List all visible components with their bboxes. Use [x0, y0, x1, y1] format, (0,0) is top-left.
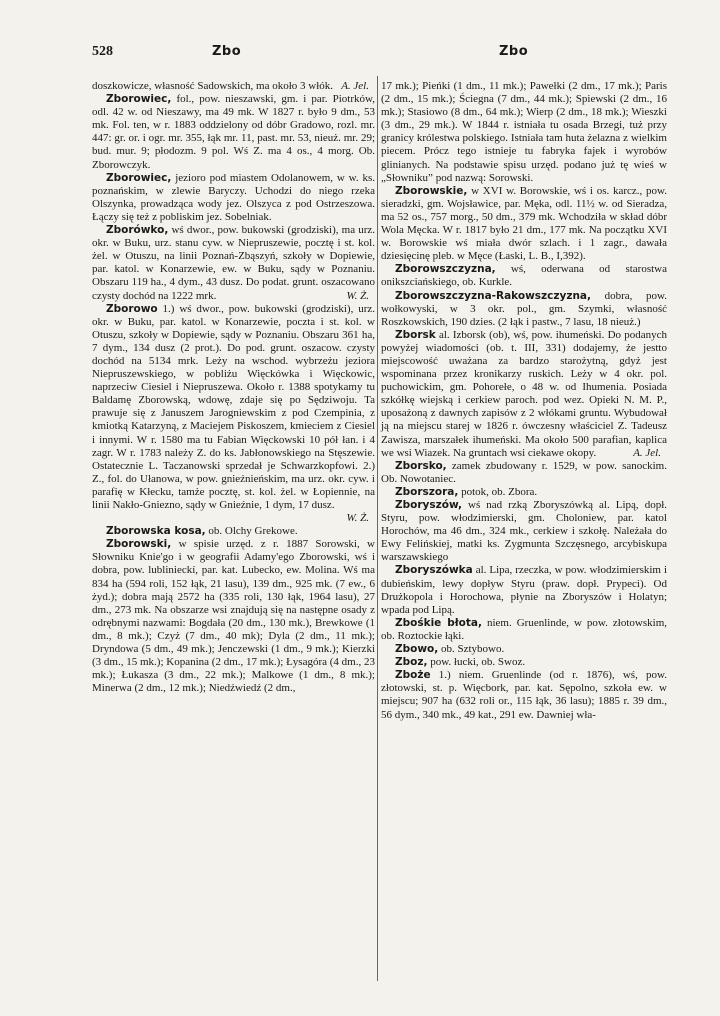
entry-text: potok, ob. Zbora.	[458, 485, 538, 498]
entry-headword: Zboże	[395, 669, 431, 682]
entry-headword: Zborsk	[395, 328, 436, 341]
entry-text: 1.) wś dwor., pow. bukowski (grodziski), urz. okr. w Buku, par. katol. w Konarzewie, poczta i st. kol. w Otuszu, szkoły w Dopiewie, sądy w Poznaniu. Obszaru 361 ha, 7 dym., 134 dusz (2 prot.). Do pod. grunt. oszacow. czysty dochód na 5134 mrk. Leży na wschod. wybrzeżu jeziora Niepruszewskiego, w pobliżu Więckówka i Więckowic, naprzeciw Ciesiel i Niepruszewa. Około r. 1388 spotykamy tu Baldamę Zborowską, wdowę, zdaje się po Sędziwoju. Ta prawuje się z Januszem Jarogniewskim z pod Czempinia, z kmiotką Katarzyną, z Maciejem Piskoszem, kmieciem z Ciesiel i innymi. W r. 1580 ma tu Fabian Więckowski 10 pół łan. i 4 zagr. W r. 1783 należy Z. do ks. Jabłonowskiego na Stęszewie. Ostatecznie L. Taczanowski sprzedał je Schwarzkopfowi. 2.) Z., fol. do Ułanowa, w pow. gnieźnieńskim, ma urz. okr. cyw. i parafię w Kłecku, tamże pocztę, st. kol. żel. w Łopiennie, na linii Nakło-Gniezno, sądy w Gnieźnie, 1 dym, 17 dusz.	[92, 302, 375, 511]
entry-headword: Zboryszówka	[395, 564, 473, 577]
dictionary-entry	[381, 329, 667, 460]
entry-text: jezioro pod miastem Odolanowem, w w. ks. poznańskim, w zlewie Baryczy. Uchodzi do niego rzeka Olszynka, prowadząca wody jez. Olszyca z pod Ostrzeszowa. Łączy się też z pobliskim jez. Sobelniak.	[92, 171, 375, 223]
right-column	[381, 80, 667, 722]
column-divider	[377, 76, 378, 981]
entry-headword: Zborowszczyzna,	[395, 263, 496, 276]
entry-headword: Zbowo,	[395, 643, 439, 656]
entry-signature: W. Ż.	[346, 512, 369, 525]
dictionary-entry	[381, 564, 667, 616]
dictionary-entry	[381, 290, 667, 329]
entry-signature: A. Jel.	[341, 80, 369, 92]
entry-headword: Zborowiec,	[106, 171, 172, 184]
entry-headword: Zboz,	[395, 656, 428, 669]
dictionary-entry	[381, 669, 667, 721]
entry-text: wś dwor., pow. bukowski (grodziski), ma urz. okr. w Buku, urz. stanu cyw. w Niepruszewie, pocztę i st. kol. żel. w Otuszu, na linii Poznań-Zbąszyń, szkoły w Dopiewie, par. katol. w Konarzewie, ew. w Buku, sądy w Poznaniu. Obszaru 119 ha., 4 dym., 43 dusz. Do podat. grunt. oszacowano czysty dochód na 1222 mrk.	[92, 224, 375, 302]
entry-text: w spisie urzęd. z r. 1887 Sorowski, w Słowniku Knie'go i w geografii Adamy'ego Zborowski, wś i dobra, pow. lublinieckí, par. kat. Lubecko, ew. Molina. Wś ma 834 ha (594 roli, 152 łąk, 21 lasu), 139 dm., 925 mk. (7 ew., 6 żyd.); dobra mają 2572 ha (335 roli, 130 łąk, 1964 lasu), 27 dm., 273 mk. Na obszarze wsi znajdują się na następne osady z odrębnymi nazwami: Bogdała (20 dm., 130 mk.), Brewkowe (1 dm., 8 mk.); Czyż (7 dm., 40 mk); Dyla (2 dm., 11 mk.); Dryndowa (5 dm., 49 mk.); Jenczewski (1 dm., 9 mk.); Kierzki (3 dm., 15 mk.); Kopanina (2 dm., 17 mk.); Łysagóra (4 dm., 23 mk.); Łukasza (3 dm., 22 mk.); Malkowe (1 dm., 8 mk.); Minerwa (2 dm., 12 mk.); Niedźwiedź (2 dm.,	[92, 538, 375, 695]
entry-text: wś nad rzką Zboryszówką al. Lipą, dopł. Styru, pow. włodzimierski, gm. Choloniew, par. katol Horochów, ma 46 dm., 324 mk., cerkiew i szkołę. Należała do Ewy Felińskiej, matki ks. Zygmunta Szczęsnego, arcybiskupa warszawskiego	[381, 499, 667, 564]
entry-text: al. Lipa, rzeczka, w pow. włodzimierskim i dubieńskim, lewy dopływ Styru (praw. dopł. Prypeci). Od Drużkopola i Horochowa, płynie na Zboryszów i Holatyn; wpada pod Lipą.	[381, 564, 667, 616]
entry-signature: A. Jel.	[633, 446, 661, 459]
entry-headword: Zborowskie,	[395, 184, 468, 197]
entry-text: doszkowicze, własność Sadowskich, ma około 3 włók.	[92, 80, 334, 92]
entry-headword: Zboryszów,	[395, 499, 462, 511]
entry-headword: Zborowska kosa,	[106, 525, 206, 538]
dictionary-entry	[381, 617, 667, 643]
running-head-left: Zbo	[212, 44, 242, 59]
entry-text: fol., pow. nieszawski, gm. i par. Piotrków, odl. 42 w. od Nieszawy, ma 49 mk. W 1827 r. było 9 dm., 53 mk. Fol. ten, w r. 1883 oddzielony od dóbr Gradowo, rozl. mr. 447: gr. or. i ogr. mr. 355, łąk mr. 11, past. mr. 53, nieuż. mr. 29; bud. mur. 9; płodozm. 9 pol. Wś Z. ma 4 os., 4 morg. Ob. Zborowczyk.	[92, 93, 375, 171]
dictionary-entry	[92, 93, 375, 172]
entry-text: dobra, pow. wołkowyski, w 3 okr. pol., gm. Szymki, własność Roszkowskich, 190 dzies. (2 łąk i pastw., 7 lasu, 18 nieuż.)	[381, 289, 667, 328]
entry-text: niem. Gruenlinde, w pow. złotowskim, ob. Roztockie łąki.	[381, 616, 667, 642]
running-head-right: Zbo	[499, 44, 529, 59]
entry-signature: W. Ż.	[346, 289, 369, 302]
entry-headword: Zborówko,	[106, 224, 169, 237]
dictionary-entry	[92, 80, 375, 93]
entry-text: al. Izborsk (ob), wś, pow. ihumeński. Do podanych powyżej wiadomości (ob. t. III, 331) dodajemy, że jestto miejscowość uważana za bardzo starożytną, gdyż jest wspominana przez kronikarzy ruskich. Leży w 4 okr. pol. puchowickim, gm. Pohorełe, o 48 w. od Ihumenia. Posiada szkółkę wiejską i cerkiew paroch. pod wez. Opieki N. M. P., uposażoną z dawnych zapisów z 2 włókami gruntu. Wybudował ją na miejscu starej w 1826 r. ówczesny właściciel Z. Tadeusz Zawisza, marszałek ihumeński. Ma około 500 parafian, kaplica we wsi Wiazek. Na gruntach wsi ciekawe okopy.	[381, 328, 667, 459]
entry-headword: Zborowiec,	[106, 93, 172, 106]
dictionary-entry	[381, 643, 667, 656]
dictionary-entry	[92, 172, 375, 224]
left-column	[92, 80, 375, 695]
entry-text: 1.) niem. Gruenlinde (od r. 1876), wś, pow. złotowski, st. p. Więcbork, par. kat. Sępolno, szkoła ew. w miejscu; 907 ha (632 roli or., 115 łąk, 36 lasu); 1885 r. 39 dm., 56 dym., 340 mk., 49 kat., 291 ew. Dawniej wła-	[381, 669, 667, 721]
entry-headword: Zborowszczyzna-Rakowszczyzna,	[395, 289, 591, 302]
dictionary-entry	[381, 80, 667, 185]
entry-text: pow. łucki, ob. Swoz.	[427, 656, 526, 669]
entry-headword: Zborowo	[106, 302, 158, 315]
dictionary-entry	[92, 538, 375, 695]
page-number: 528	[92, 44, 113, 59]
dictionary-entry	[92, 303, 375, 526]
entry-text: zamek zbudowany r. 1529, w pow. sanockim. Ob. Nowotaniec.	[381, 459, 667, 485]
entry-headword: Zborowski,	[106, 538, 172, 551]
entry-headword: Zbośkie błota,	[395, 616, 482, 629]
page-header	[92, 44, 666, 64]
entry-text: 17 mk.); Pieńki (1 dm., 11 mk.); Pawełki (2 dm., 17 mk.); Paris (2 dm., 15 mk.); Ściegna (7 dm., 44 mk.); Spiewski (2 dm., 16 mk.); Stasiowo (8 dm., 64 mk.); Wierp (2 dm., 18 mk.); Wieszki (3 dm., 29 mk.). W 1844 r. istniała tu osada Brzegi, tuż przy granicy królestwa polskiego. Istniała tam huta żelazna z wielkim piecem. Prócz tego istnieje tu fabryka fajek i wyrobów glinianych. Na podstawie spisu urzęd. podano już tę wieś w „Słowniku” pod nazwą: Sorowski.	[381, 80, 667, 184]
dictionary-entry	[381, 499, 667, 564]
dictionary-entry	[381, 656, 667, 669]
entry-text: ob. Olchy Grekowe.	[205, 525, 298, 538]
dictionary-entry	[381, 460, 667, 486]
entry-text: ob. Sztybowo.	[438, 643, 505, 656]
dictionary-entry	[381, 185, 667, 264]
entry-headword: Zborszora,	[395, 485, 459, 498]
dictionary-entry	[92, 224, 375, 303]
entry-text: w XVI w. Borowskie, wś i os. karcz., pow. sieradzki, gm. Wojsławice, par. Męka, odl. 11½ w. od Sieradza, ma 52 os., 757 morg., 50 dm., 379 mk. Wchodziła w skład dóbr Wola Męcka. W r. 1817 było 21 dm., 177 mk. Na początku XVI w. Borowskie wś miała dwór szlach. i 1 zagr., dawała dziesięcinę pleb. w Męce (Łaski, L. B., I,392).	[381, 184, 667, 263]
dictionary-entry	[381, 263, 667, 289]
entry-headword: Zborsko,	[395, 459, 447, 472]
dictionary-entry	[92, 525, 375, 538]
entry-text: wś, oderwana od starostwa onikszciańskiego, ob. Kurkle.	[381, 263, 667, 289]
dictionary-entry	[381, 486, 667, 499]
